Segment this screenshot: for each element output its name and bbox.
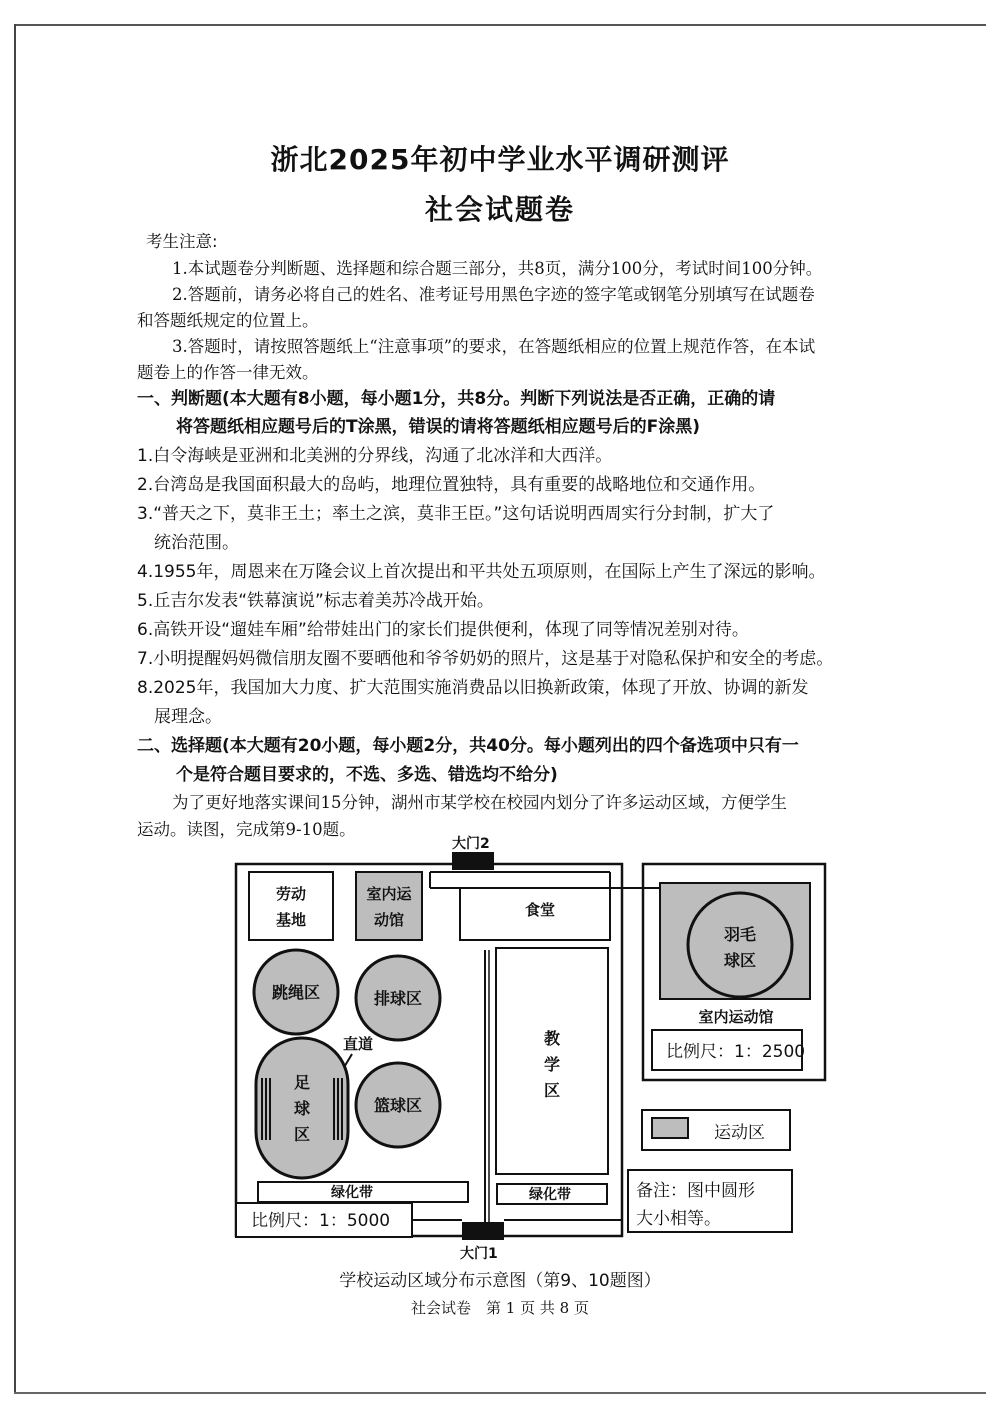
section2-heading: 二、选择题(本大题有20小题，每小题2分，共40分。每小题列出的四个备选项中只有一 <box>137 736 799 756</box>
notice-heading: 考生注意: <box>146 232 218 251</box>
question-item: 8.2025年，我国加大力度、扩大范围实施消费品以旧换新政策，体现了开放、协调的新发 <box>137 678 809 698</box>
jump-rope-label: 跳绳区 <box>271 983 321 1002</box>
question-item: 1.白令海峡是亚洲和北美洲的分界线，沟通了北冰洋和大西洋。 <box>137 446 613 466</box>
volleyball-label: 排球区 <box>373 989 423 1008</box>
note-line: 大小相等。 <box>636 1209 721 1229</box>
scale-main-label: 比例尺：1：5000 <box>251 1211 391 1231</box>
gate1-label: 大门1 <box>460 1246 498 1262</box>
section1-heading-cont: 将答题纸相应题号后的T涂黑，错误的请将答题纸相应题号后的F涂黑) <box>176 417 700 437</box>
notice-line: 题卷上的作答一律无效。 <box>137 363 319 382</box>
exam-subtitle: 社会试题卷 <box>424 193 575 226</box>
section1-heading: 一、判断题(本大题有8小题，每小题1分，共8分。判断下列说法是否正确，正确的请 <box>137 389 776 409</box>
badminton-label: 羽毛 <box>723 925 757 944</box>
legend-label: 运动区 <box>714 1123 765 1143</box>
indoor-gym-small <box>356 872 422 940</box>
indoor-gym-label: 动馆 <box>373 911 405 929</box>
badminton-label: 球区 <box>723 951 757 970</box>
legend-swatch <box>652 1118 688 1138</box>
question-item: 7.小明提醒妈妈微信朋友圈不要晒他和爷爷奶奶的照片，这是基于对隐私保护和安全的考虑。 <box>137 649 834 669</box>
notice-line: 1.本试题卷分判断题、选择题和综合题三部分，共8页，满分100分，考试时间100分钟。 <box>172 259 823 278</box>
green-belt-right-label: 绿化带 <box>529 1187 571 1203</box>
question-item: 4.1955年，周恩来在万隆会议上首次提出和平共处五项原则，在国际上产生了深远的影响。 <box>137 562 826 582</box>
inset-gym-label: 室内运动馆 <box>698 1008 774 1026</box>
green-belt-left-label: 绿化带 <box>331 1185 373 1201</box>
section2-intro-cont: 运动。读图，完成第9-10题。 <box>137 820 356 839</box>
scale-inset-label: 比例尺：1：2500 <box>666 1042 806 1062</box>
football-label: 球 <box>293 1099 311 1118</box>
notice-line: 和答题纸规定的位置上。 <box>137 311 319 330</box>
straight-track-label: 直道 <box>343 1035 374 1053</box>
teaching-label: 区 <box>543 1081 561 1100</box>
teaching-label: 教 <box>543 1029 561 1048</box>
gate1-block <box>462 1222 504 1240</box>
labor-base <box>249 872 333 940</box>
football-label: 足 <box>293 1073 311 1092</box>
map-caption: 学校运动区域分布示意图（第9、10题图） <box>339 1271 661 1291</box>
question-item: 2.台湾岛是我国面积最大的岛屿，地理位置独特，具有重要的战略地位和交通作用。 <box>137 475 766 495</box>
question-item: 3.“普天之下，莫非王土；率土之滨，莫非王臣。”这句话说明西周实行分封制，扩大了 <box>137 504 775 524</box>
page-footer: 社会试卷 第 1 页 共 8 页 <box>411 1299 589 1317</box>
question-item: 5.丘吉尔发表“铁幕演说”标志着美苏冷战开始。 <box>137 591 494 611</box>
teaching-label: 学 <box>543 1055 561 1074</box>
exam-title: 浙北2025年初中学业水平调研测评 <box>270 143 730 176</box>
gate2-block <box>452 852 494 870</box>
labor-base-label: 劳动 <box>275 885 307 903</box>
football-label: 区 <box>293 1125 311 1144</box>
question-item-cont: 统治范围。 <box>154 533 239 553</box>
note-line: 备注：图中圆形 <box>636 1181 755 1201</box>
section2-intro: 为了更好地落实课间15分钟，湖州市某学校在校园内划分了许多运动区域，方便学生 <box>172 793 787 812</box>
indoor-gym-label: 室内运 <box>366 885 412 903</box>
basketball-label: 篮球区 <box>373 1096 423 1115</box>
question-item-cont: 展理念。 <box>154 707 222 727</box>
notice-line: 3.答题时，请按照答题纸上“注意事项”的要求，在答题纸相应的位置上规范作答，在本试 <box>172 337 816 356</box>
badminton-area <box>688 893 792 997</box>
canteen-label: 食堂 <box>524 901 556 919</box>
notice-line: 2.答题前，请务必将自己的姓名、准考证号用黑色字迹的签字笔或钢笔分别填写在试题卷 <box>172 285 815 304</box>
section2-heading-cont: 个是符合题目要求的，不选、多选、错选均不给分) <box>176 765 558 785</box>
labor-base-label: 基地 <box>275 911 307 929</box>
gate2-label: 大门2 <box>452 836 490 852</box>
question-item: 6.高铁开设“遛娃车厢”给带娃出门的家长们提供便利，体现了同等情况差别对待。 <box>137 620 749 640</box>
